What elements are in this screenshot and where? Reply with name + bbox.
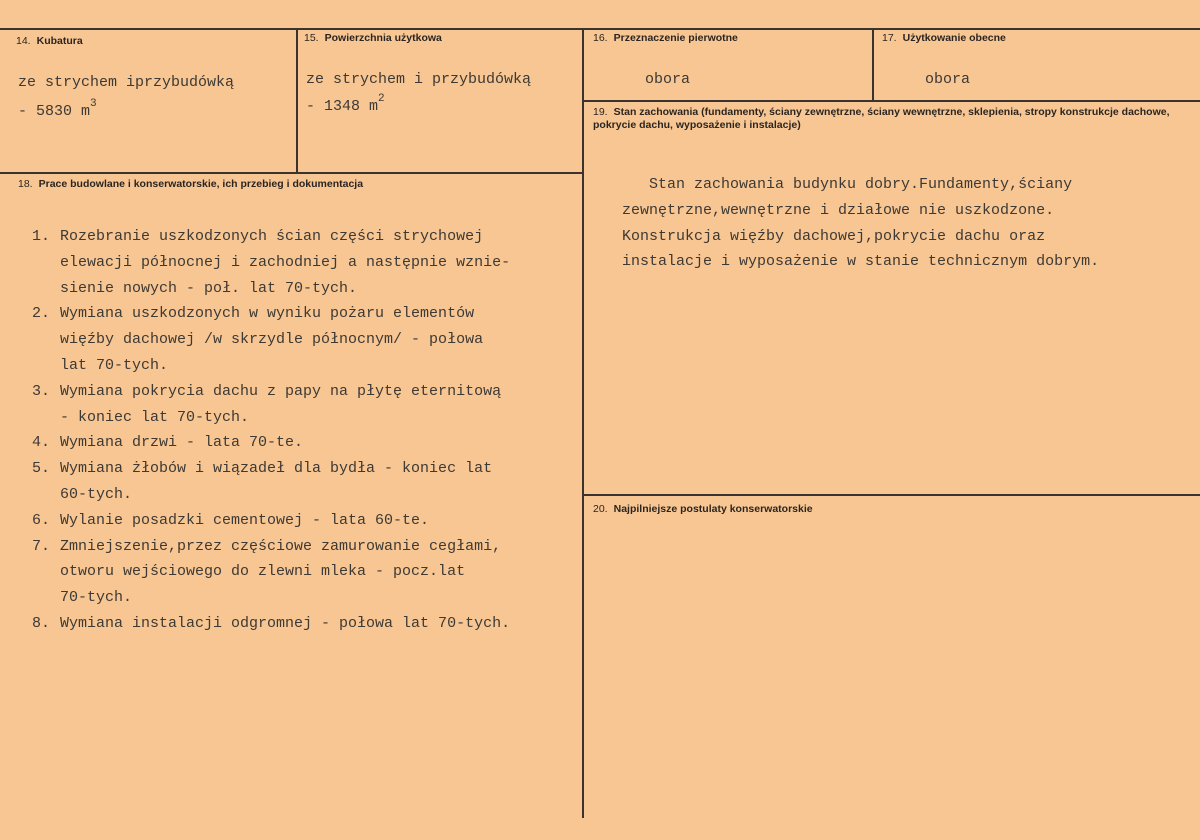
rule-under-19 xyxy=(582,494,1200,496)
field-16-number: 16. xyxy=(593,32,608,44)
works-item-text: Wymiana pokrycia dachu z papy na płytę eternitową - koniec lat 70-tych. xyxy=(60,382,502,426)
field-19-label xyxy=(593,106,1183,132)
field-16-value: obora xyxy=(645,71,691,88)
works-list xyxy=(32,224,510,637)
works-item-number: 1. xyxy=(32,228,51,245)
field-20-title: Najpilniejsze postulaty konserwatorskie xyxy=(613,503,813,515)
field-19-value: Stan zachowania budynku dobry.Fundamenty,ściany zewnętrzne,wewnętrzne i działowe nie uszkodzone. Konstrukcja więźby dachowej,pokrycie dachu oraz instalacje i wyposażenie w stanie technicznym dobrym. xyxy=(622,176,1100,271)
field-16-title: Przeznaczenie pierwotne xyxy=(613,32,738,44)
field-14-value-line1: ze strychem iprzybudówką xyxy=(18,74,235,91)
field-18-title: Prace budowlane i konserwatorskie, ich przebieg i dokumentacja xyxy=(38,178,364,190)
works-item-text: Zmniejszenie,przez częściowe zamurowanie cegłami, otworu wejściowego do zlewni mleka - pocz.lat 70-tych. xyxy=(60,537,502,607)
field-17-number: 17. xyxy=(882,32,897,44)
works-list-item xyxy=(32,224,510,301)
field-15-title: Powierzchnia użytkowa xyxy=(324,32,442,44)
works-list-item xyxy=(32,430,510,456)
rule-under-16-17 xyxy=(582,100,1200,102)
works-item-text: Wymiana drzwi - lata 70-te. xyxy=(60,434,304,452)
rule-under-14-15 xyxy=(0,172,582,174)
works-item-text: Rozebranie uszkodzonych ścian części strychowej elewacji północnej i zachodniej a następnie wznie- sienie nowych - poł. lat 70-tych. xyxy=(60,228,511,297)
field-14-label xyxy=(16,35,83,48)
top-rule xyxy=(0,28,1200,30)
divider-16-17 xyxy=(872,28,874,100)
works-item-number: 5. xyxy=(32,460,51,478)
field-15-area: - 1348 m xyxy=(306,98,379,115)
field-15-value-line1: ze strychem i przybudówką xyxy=(306,71,532,88)
field-17-title: Użytkowanie obecne xyxy=(902,32,1006,44)
works-item-text: Wymiana żłobów i wiązadeł dla bydła - koniec lat 60-tych. xyxy=(60,460,493,503)
field-14-unit-exponent: 3 xyxy=(90,98,97,110)
field-14-volume: - 5830 m xyxy=(18,103,91,120)
field-19-title: Stan zachowania (fundamenty, ściany zewnętrzne, ściany wewnętrzne, sklepienia, stropy konstrukcje dachowe, pokrycie dachu, wyposażenie i instalacje) xyxy=(593,106,1170,132)
works-list-item xyxy=(32,379,510,431)
works-list-item xyxy=(32,508,510,534)
field-15-label xyxy=(304,32,442,45)
divider-14-15 xyxy=(296,28,298,172)
field-14-title: Kubatura xyxy=(36,35,83,47)
field-14-number: 14. xyxy=(16,35,31,47)
field-14-value-line2 xyxy=(18,98,97,120)
works-item-number: 3. xyxy=(32,382,51,400)
field-16-label xyxy=(593,32,738,45)
field-15-value-line2 xyxy=(306,93,385,115)
field-20-number: 20. xyxy=(593,503,608,515)
works-item-text: Wymiana instalacji odgromnej - połowa lat 70-tych. xyxy=(60,614,511,632)
works-item-number: 4. xyxy=(32,434,51,452)
field-17-value: obora xyxy=(925,71,971,88)
main-column-divider xyxy=(582,28,584,818)
works-item-number: 6. xyxy=(32,511,51,529)
field-20-label xyxy=(593,503,813,516)
works-item-number: 2. xyxy=(32,305,51,323)
field-18-label xyxy=(18,178,363,191)
works-item-text: Wylanie posadzki cementowej - lata 60-te. xyxy=(60,511,430,529)
works-item-number: 7. xyxy=(32,537,51,555)
field-15-number: 15. xyxy=(304,32,319,44)
works-item-number: 8. xyxy=(32,614,51,632)
works-list-item xyxy=(32,534,510,611)
field-15-unit-exponent: 2 xyxy=(378,93,385,105)
field-19-number: 19. xyxy=(593,106,608,118)
field-18-number: 18. xyxy=(18,178,33,190)
works-item-text: Wymiana uszkodzonych w wyniku pożaru elementów więźby dachowej /w skrzydle północnym/ - połowa lat 70-tych. xyxy=(60,305,484,374)
works-list-item xyxy=(32,611,510,637)
works-list-item xyxy=(32,301,510,378)
field-17-label xyxy=(882,32,1006,45)
works-list-item xyxy=(32,456,510,508)
